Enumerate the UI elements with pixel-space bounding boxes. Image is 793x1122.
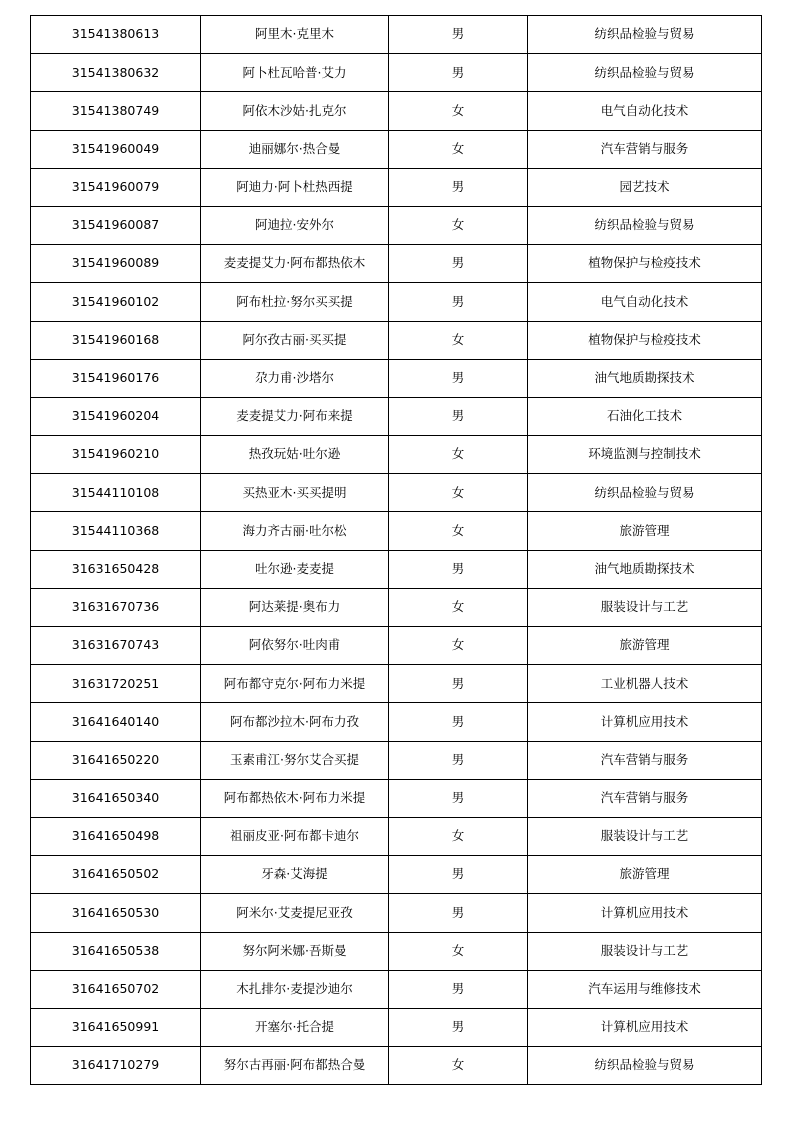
student-id-cell: 31541960079 xyxy=(31,168,201,206)
major-cell: 纺织品检验与贸易 xyxy=(528,1047,762,1085)
major-cell: 汽车营销与服务 xyxy=(528,779,762,817)
student-name-cell: 祖丽皮亚·阿布都卡迪尔 xyxy=(201,817,389,855)
student-name-cell: 海力齐古丽·吐尔松 xyxy=(201,512,389,550)
major-cell: 油气地质勘探技术 xyxy=(528,550,762,588)
gender-cell: 男 xyxy=(389,779,528,817)
student-name-cell: 阿依木沙姑·扎克尔 xyxy=(201,92,389,130)
major-cell: 旅游管理 xyxy=(528,512,762,550)
gender-cell: 男 xyxy=(389,665,528,703)
major-cell: 电气自动化技术 xyxy=(528,92,762,130)
table-row xyxy=(31,512,762,550)
major-cell: 计算机应用技术 xyxy=(528,1008,762,1046)
table-row xyxy=(31,168,762,206)
table-row xyxy=(31,16,762,54)
student-name-cell: 努尔阿米娜·吾斯曼 xyxy=(201,932,389,970)
student-name-cell: 麦麦提艾力·阿布都热依木 xyxy=(201,245,389,283)
gender-cell: 女 xyxy=(389,92,528,130)
student-id-cell: 31541960168 xyxy=(31,321,201,359)
student-id-cell: 31631650428 xyxy=(31,550,201,588)
student-id-cell: 31641710279 xyxy=(31,1047,201,1085)
student-name-cell: 吐尔逊·麦麦提 xyxy=(201,550,389,588)
student-name-cell: 阿达莱提·奥布力 xyxy=(201,588,389,626)
table-row xyxy=(31,665,762,703)
student-id-cell: 31541960089 xyxy=(31,245,201,283)
major-cell: 纺织品检验与贸易 xyxy=(528,206,762,244)
table-row xyxy=(31,932,762,970)
student-id-cell: 31541380632 xyxy=(31,54,201,92)
student-name-cell: 努尔古再丽·阿布都热合曼 xyxy=(201,1047,389,1085)
gender-cell: 女 xyxy=(389,512,528,550)
major-cell: 纺织品检验与贸易 xyxy=(528,16,762,54)
student-id-cell: 31541960204 xyxy=(31,397,201,435)
major-cell: 服装设计与工艺 xyxy=(528,588,762,626)
gender-cell: 男 xyxy=(389,283,528,321)
student-name-cell: 木扎排尔·麦提沙迪尔 xyxy=(201,970,389,1008)
major-cell: 汽车营销与服务 xyxy=(528,130,762,168)
gender-cell: 女 xyxy=(389,206,528,244)
student-id-cell: 31631670736 xyxy=(31,588,201,626)
student-id-cell: 31541960049 xyxy=(31,130,201,168)
gender-cell: 男 xyxy=(389,54,528,92)
student-roster-table xyxy=(30,15,762,1085)
table-row xyxy=(31,436,762,474)
gender-cell: 女 xyxy=(389,1047,528,1085)
roster-table-body xyxy=(31,16,762,1085)
gender-cell: 女 xyxy=(389,588,528,626)
major-cell: 旅游管理 xyxy=(528,627,762,665)
table-row xyxy=(31,54,762,92)
student-name-cell: 迪丽娜尔·热合曼 xyxy=(201,130,389,168)
student-id-cell: 31641650220 xyxy=(31,741,201,779)
major-cell: 植物保护与检疫技术 xyxy=(528,245,762,283)
gender-cell: 男 xyxy=(389,168,528,206)
table-row xyxy=(31,627,762,665)
student-name-cell: 阿布杜拉·努尔买买提 xyxy=(201,283,389,321)
student-id-cell: 31641650340 xyxy=(31,779,201,817)
student-id-cell: 31641650702 xyxy=(31,970,201,1008)
major-cell: 纺织品检验与贸易 xyxy=(528,474,762,512)
student-id-cell: 31541960176 xyxy=(31,359,201,397)
table-row xyxy=(31,703,762,741)
major-cell: 汽车营销与服务 xyxy=(528,741,762,779)
gender-cell: 男 xyxy=(389,894,528,932)
table-row xyxy=(31,130,762,168)
gender-cell: 女 xyxy=(389,474,528,512)
student-name-cell: 买热亚木·买买提明 xyxy=(201,474,389,512)
student-id-cell: 31631670743 xyxy=(31,627,201,665)
student-id-cell: 31641650498 xyxy=(31,817,201,855)
student-name-cell: 玉素甫江·努尔艾合买提 xyxy=(201,741,389,779)
student-id-cell: 31641650991 xyxy=(31,1008,201,1046)
student-name-cell: 开塞尔·托合提 xyxy=(201,1008,389,1046)
student-name-cell: 阿迪力·阿卜杜热西提 xyxy=(201,168,389,206)
major-cell: 园艺技术 xyxy=(528,168,762,206)
table-row xyxy=(31,779,762,817)
gender-cell: 男 xyxy=(389,397,528,435)
gender-cell: 男 xyxy=(389,550,528,588)
major-cell: 旅游管理 xyxy=(528,856,762,894)
table-row xyxy=(31,397,762,435)
major-cell: 油气地质勘探技术 xyxy=(528,359,762,397)
gender-cell: 男 xyxy=(389,16,528,54)
table-row xyxy=(31,283,762,321)
student-name-cell: 阿里木·克里木 xyxy=(201,16,389,54)
student-name-cell: 阿米尔·艾麦提尼亚孜 xyxy=(201,894,389,932)
table-row xyxy=(31,321,762,359)
major-cell: 纺织品检验与贸易 xyxy=(528,54,762,92)
table-row xyxy=(31,856,762,894)
table-row xyxy=(31,359,762,397)
student-name-cell: 阿迪拉·安外尔 xyxy=(201,206,389,244)
gender-cell: 女 xyxy=(389,436,528,474)
table-row xyxy=(31,817,762,855)
major-cell: 植物保护与检疫技术 xyxy=(528,321,762,359)
student-id-cell: 31541380613 xyxy=(31,16,201,54)
major-cell: 石油化工技术 xyxy=(528,397,762,435)
student-id-cell: 31541960087 xyxy=(31,206,201,244)
student-id-cell: 31641640140 xyxy=(31,703,201,741)
student-name-cell: 阿尔孜古丽·买买提 xyxy=(201,321,389,359)
table-row xyxy=(31,1047,762,1085)
table-row xyxy=(31,206,762,244)
major-cell: 电气自动化技术 xyxy=(528,283,762,321)
gender-cell: 男 xyxy=(389,1008,528,1046)
gender-cell: 女 xyxy=(389,130,528,168)
gender-cell: 男 xyxy=(389,856,528,894)
gender-cell: 女 xyxy=(389,321,528,359)
student-name-cell: 牙森·艾海提 xyxy=(201,856,389,894)
student-id-cell: 31541960102 xyxy=(31,283,201,321)
gender-cell: 男 xyxy=(389,359,528,397)
student-id-cell: 31544110368 xyxy=(31,512,201,550)
student-id-cell: 31641650502 xyxy=(31,856,201,894)
major-cell: 计算机应用技术 xyxy=(528,894,762,932)
table-row xyxy=(31,741,762,779)
gender-cell: 男 xyxy=(389,741,528,779)
major-cell: 环境监测与控制技术 xyxy=(528,436,762,474)
student-id-cell: 31641650530 xyxy=(31,894,201,932)
table-row xyxy=(31,894,762,932)
gender-cell: 男 xyxy=(389,245,528,283)
gender-cell: 男 xyxy=(389,703,528,741)
gender-cell: 男 xyxy=(389,970,528,1008)
student-id-cell: 31541960210 xyxy=(31,436,201,474)
table-row xyxy=(31,245,762,283)
student-id-cell: 31544110108 xyxy=(31,474,201,512)
student-name-cell: 麦麦提艾力·阿布来提 xyxy=(201,397,389,435)
student-name-cell: 阿布都沙拉木·阿布力孜 xyxy=(201,703,389,741)
student-id-cell: 31631720251 xyxy=(31,665,201,703)
student-name-cell: 阿卜杜瓦哈普·艾力 xyxy=(201,54,389,92)
gender-cell: 女 xyxy=(389,817,528,855)
gender-cell: 女 xyxy=(389,627,528,665)
student-name-cell: 尕力甫·沙塔尔 xyxy=(201,359,389,397)
major-cell: 汽车运用与维修技术 xyxy=(528,970,762,1008)
table-row xyxy=(31,550,762,588)
table-row xyxy=(31,1008,762,1046)
student-name-cell: 阿布都守克尔·阿布力米提 xyxy=(201,665,389,703)
major-cell: 工业机器人技术 xyxy=(528,665,762,703)
table-row xyxy=(31,588,762,626)
major-cell: 服装设计与工艺 xyxy=(528,817,762,855)
major-cell: 计算机应用技术 xyxy=(528,703,762,741)
gender-cell: 女 xyxy=(389,932,528,970)
major-cell: 服装设计与工艺 xyxy=(528,932,762,970)
student-id-cell: 31541380749 xyxy=(31,92,201,130)
table-row xyxy=(31,474,762,512)
student-name-cell: 热孜玩姑·吐尔逊 xyxy=(201,436,389,474)
student-name-cell: 阿依努尔·吐肉甫 xyxy=(201,627,389,665)
student-name-cell: 阿布都热依木·阿布力米提 xyxy=(201,779,389,817)
table-row xyxy=(31,92,762,130)
student-id-cell: 31641650538 xyxy=(31,932,201,970)
table-row xyxy=(31,970,762,1008)
